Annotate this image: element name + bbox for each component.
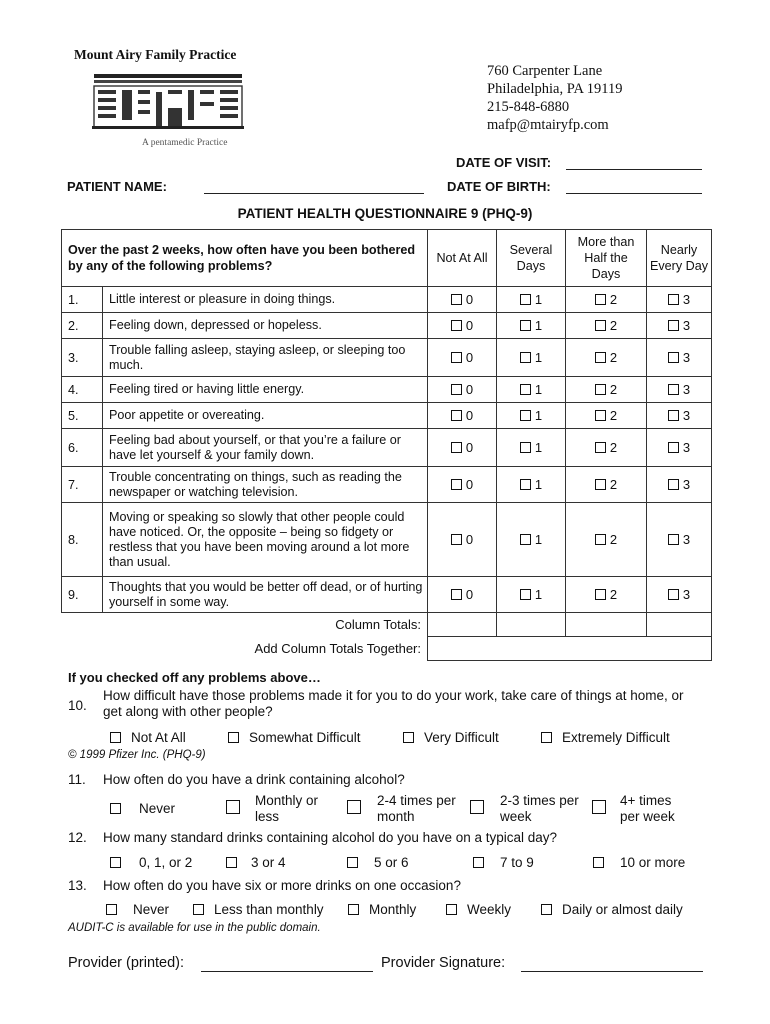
address-line-phone: 215-848-6880 bbox=[487, 99, 570, 115]
checkbox-icon[interactable] bbox=[451, 410, 462, 421]
item-number: 2. bbox=[62, 313, 103, 339]
q13-option-weekly[interactable]: Weekly bbox=[446, 902, 511, 917]
checkbox-icon[interactable] bbox=[193, 904, 204, 915]
table-row bbox=[62, 403, 712, 429]
q13-number: 13. bbox=[68, 878, 87, 893]
checkbox-icon[interactable] bbox=[520, 442, 531, 453]
table-row bbox=[62, 313, 712, 339]
checkbox-icon[interactable] bbox=[595, 534, 606, 545]
q10-option-not-at-all[interactable]: Not At All bbox=[110, 730, 186, 745]
item-number: 9. bbox=[62, 577, 103, 613]
checkbox-icon[interactable] bbox=[668, 294, 679, 305]
add-totals-label: Add Column Totals Together: bbox=[254, 641, 421, 656]
option-cell[interactable]: 1 bbox=[497, 503, 566, 577]
item-text: Trouble falling asleep, staying asleep, or sleeping too much. bbox=[103, 339, 428, 377]
grand-total-field[interactable] bbox=[428, 637, 712, 661]
checkbox-icon[interactable] bbox=[520, 294, 531, 305]
checkbox-icon[interactable] bbox=[347, 800, 361, 814]
option-cell[interactable]: 3 bbox=[647, 287, 712, 313]
practice-logo-building-icon bbox=[92, 68, 244, 132]
patient-name-label: PATIENT NAME: bbox=[67, 179, 167, 194]
column-totals-row bbox=[62, 613, 712, 637]
option-cell[interactable]: 2 bbox=[566, 313, 647, 339]
q13-option-daily[interactable]: Daily or almost daily bbox=[541, 902, 683, 917]
date-of-birth-label: DATE OF BIRTH: bbox=[447, 179, 551, 194]
item-text: Little interest or pleasure in doing things. bbox=[103, 287, 428, 313]
total-not-at-all-field[interactable] bbox=[428, 613, 497, 637]
option-cell[interactable]: 1 bbox=[497, 467, 566, 503]
practice-subtitle: A pentamedic Practice bbox=[142, 138, 228, 148]
checkbox-icon[interactable] bbox=[110, 732, 121, 743]
option-cell[interactable]: 0 bbox=[428, 577, 497, 613]
option-cell[interactable]: 2 bbox=[566, 287, 647, 313]
checkbox-icon[interactable] bbox=[403, 732, 414, 743]
date-of-visit-field[interactable] bbox=[566, 169, 702, 170]
checkbox-icon[interactable] bbox=[593, 857, 604, 868]
phq-table bbox=[61, 229, 712, 661]
option-cell[interactable]: 1 bbox=[497, 403, 566, 429]
checkbox-icon[interactable] bbox=[106, 904, 117, 915]
option-cell[interactable]: 3 bbox=[647, 313, 712, 339]
checkbox-icon[interactable] bbox=[668, 410, 679, 421]
option-cell[interactable]: 1 bbox=[497, 339, 566, 377]
practice-name: Mount Airy Family Practice bbox=[74, 47, 237, 62]
table-row bbox=[62, 429, 712, 467]
option-cell[interactable]: 3 bbox=[647, 577, 712, 613]
col-header-nearly-every-day: Nearly Every Day bbox=[647, 230, 712, 287]
option-cell[interactable]: 3 bbox=[647, 429, 712, 467]
phq-copyright: © 1999 Pfizer Inc. (PHQ-9) bbox=[68, 749, 206, 761]
option-cell[interactable]: 0 bbox=[428, 339, 497, 377]
option-cell[interactable]: 3 bbox=[647, 377, 712, 403]
address-block bbox=[487, 62, 622, 134]
q10-number: 10. bbox=[68, 698, 87, 713]
address-line-street: 760 Carpenter Lane bbox=[487, 63, 603, 79]
total-nearly-every-day-field[interactable] bbox=[647, 613, 712, 637]
checkbox-icon[interactable] bbox=[668, 384, 679, 395]
q12-option-10-more[interactable]: 10 or more bbox=[593, 855, 685, 870]
patient-name-field[interactable] bbox=[204, 193, 424, 194]
q13-option-monthly[interactable]: Monthly bbox=[348, 902, 416, 917]
checkbox-icon[interactable] bbox=[347, 857, 358, 868]
provider-printed-label: Provider (printed): bbox=[68, 955, 185, 971]
table-row bbox=[62, 503, 712, 577]
q12-number: 12. bbox=[68, 830, 87, 845]
col-header-several-days: Several Days bbox=[497, 230, 566, 287]
option-cell[interactable]: 1 bbox=[497, 313, 566, 339]
checkbox-icon[interactable] bbox=[595, 294, 606, 305]
col-header-not-at-all: Not At All bbox=[428, 230, 497, 287]
option-cell[interactable]: 2 bbox=[566, 339, 647, 377]
checkbox-icon[interactable] bbox=[110, 857, 121, 868]
option-cell[interactable]: 0 bbox=[428, 287, 497, 313]
checkbox-icon[interactable] bbox=[451, 479, 462, 490]
checkbox-icon[interactable] bbox=[520, 410, 531, 421]
option-cell[interactable]: 2 bbox=[566, 403, 647, 429]
item-number: 3. bbox=[62, 339, 103, 377]
option-cell[interactable]: 1 bbox=[497, 287, 566, 313]
checkbox-icon[interactable] bbox=[110, 803, 121, 814]
q12-text: How many standard drinks containing alcohol do you have on a typical day? bbox=[103, 830, 558, 845]
q11-text: How often do you have a drink containing alcohol? bbox=[103, 772, 405, 787]
checkbox-icon[interactable] bbox=[520, 479, 531, 490]
item-number: 7. bbox=[62, 467, 103, 503]
item-number: 1. bbox=[62, 287, 103, 313]
checkbox-icon[interactable] bbox=[451, 534, 462, 545]
option-cell[interactable]: 0 bbox=[428, 377, 497, 403]
checkbox-icon[interactable] bbox=[228, 732, 239, 743]
item-text: Feeling bad about yourself, or that you’re a failure or have let yourself & your family down. bbox=[103, 429, 428, 467]
item-number: 4. bbox=[62, 377, 103, 403]
address-line-city: Philadelphia, PA 19119 bbox=[487, 81, 623, 97]
column-totals-label: Column Totals: bbox=[335, 617, 421, 633]
checkbox-icon[interactable] bbox=[520, 384, 531, 395]
checkbox-icon[interactable] bbox=[541, 904, 552, 915]
checkbox-icon[interactable] bbox=[451, 294, 462, 305]
checkbox-icon[interactable] bbox=[520, 534, 531, 545]
checkbox-icon[interactable] bbox=[451, 589, 462, 600]
checkbox-icon[interactable] bbox=[668, 320, 679, 331]
checkbox-icon[interactable] bbox=[595, 410, 606, 421]
option-cell[interactable]: 2 bbox=[566, 503, 647, 577]
option-cell[interactable]: 2 bbox=[566, 377, 647, 403]
q12-option-5-6[interactable]: 5 or 6 bbox=[347, 855, 409, 870]
option-cell[interactable]: 0 bbox=[428, 467, 497, 503]
q13-option-never[interactable]: Never bbox=[106, 902, 169, 917]
checkbox-icon[interactable] bbox=[541, 732, 552, 743]
checkbox-icon[interactable] bbox=[451, 384, 462, 395]
followup-heading: If you checked off any problems above… bbox=[68, 670, 321, 685]
date-of-visit-label: DATE OF VISIT: bbox=[456, 155, 552, 170]
option-cell[interactable]: 3 bbox=[647, 403, 712, 429]
checkbox-icon[interactable] bbox=[668, 479, 679, 490]
provider-printed-field[interactable] bbox=[201, 971, 373, 972]
option-cell[interactable]: 1 bbox=[497, 429, 566, 467]
checkbox-icon[interactable] bbox=[595, 320, 606, 331]
item-text: Thoughts that you would be better off dead, or of hurting yourself in some way. bbox=[103, 577, 428, 613]
checkbox-icon[interactable] bbox=[668, 352, 679, 363]
table-row bbox=[62, 377, 712, 403]
add-totals-row bbox=[62, 637, 712, 661]
checkbox-icon[interactable] bbox=[520, 352, 531, 363]
option-cell[interactable]: 1 bbox=[497, 377, 566, 403]
option-cell[interactable]: 3 bbox=[647, 339, 712, 377]
option-cell[interactable]: 2 bbox=[566, 577, 647, 613]
checkbox-icon[interactable] bbox=[451, 352, 462, 363]
checkbox-icon[interactable] bbox=[226, 857, 237, 868]
item-number: 6. bbox=[62, 429, 103, 467]
q12-option-0-2[interactable]: 0, 1, or 2 bbox=[110, 855, 192, 870]
option-cell[interactable]: 3 bbox=[647, 503, 712, 577]
checkbox-icon[interactable] bbox=[470, 800, 484, 814]
q13-option-less-monthly[interactable]: Less than monthly bbox=[193, 902, 324, 917]
col-header-more-than-half: More than Half the Days bbox=[566, 230, 647, 287]
option-cell[interactable]: 0 bbox=[428, 429, 497, 467]
item-number: 8. bbox=[62, 503, 103, 577]
item-text: Poor appetite or overeating. bbox=[103, 403, 428, 429]
checkbox-icon[interactable] bbox=[668, 534, 679, 545]
checkbox-icon[interactable] bbox=[226, 800, 240, 814]
option-cell[interactable]: 0 bbox=[428, 503, 497, 577]
table-row bbox=[62, 339, 712, 377]
checkbox-icon[interactable] bbox=[595, 589, 606, 600]
checkbox-icon[interactable] bbox=[451, 442, 462, 453]
table-row bbox=[62, 577, 712, 613]
checkbox-icon[interactable] bbox=[595, 479, 606, 490]
provider-signature-field[interactable] bbox=[521, 971, 703, 972]
q10-option-very[interactable]: Very Difficult bbox=[403, 730, 499, 745]
checkbox-icon[interactable] bbox=[348, 904, 359, 915]
checkbox-icon[interactable] bbox=[592, 800, 606, 814]
q12-option-3-4[interactable]: 3 or 4 bbox=[226, 855, 286, 870]
checkbox-icon[interactable] bbox=[668, 589, 679, 600]
provider-signature-label: Provider Signature: bbox=[381, 955, 506, 971]
audit-note: AUDIT-C is available for use in the public domain. bbox=[68, 922, 321, 934]
q11-number: 11. bbox=[68, 772, 86, 787]
checkbox-icon[interactable] bbox=[446, 904, 457, 915]
checkbox-icon[interactable] bbox=[595, 352, 606, 363]
option-cell[interactable]: 1 bbox=[497, 577, 566, 613]
item-number: 5. bbox=[62, 403, 103, 429]
checkbox-icon[interactable] bbox=[595, 384, 606, 395]
table-row bbox=[62, 287, 712, 313]
phq-title: PATIENT HEALTH QUESTIONNAIRE 9 (PHQ-9) bbox=[237, 206, 533, 221]
option-cell[interactable]: 3 bbox=[647, 467, 712, 503]
option-cell[interactable]: 0 bbox=[428, 403, 497, 429]
checkbox-icon[interactable] bbox=[451, 320, 462, 331]
item-text: Feeling down, depressed or hopeless. bbox=[103, 313, 428, 339]
checkbox-icon[interactable] bbox=[473, 857, 484, 868]
address-line-email: mafp@mtairyfp.com bbox=[487, 117, 609, 133]
q12-option-7-9[interactable]: 7 to 9 bbox=[473, 855, 534, 870]
total-more-than-half-field[interactable] bbox=[566, 613, 647, 637]
checkbox-icon[interactable] bbox=[595, 442, 606, 453]
item-text: Moving or speaking so slowly that other people could have noticed. Or, the opposite – being so fidgety or restless that you have been moving around a lot more than usual. bbox=[103, 503, 428, 577]
option-cell[interactable]: 2 bbox=[566, 467, 647, 503]
checkbox-icon[interactable] bbox=[520, 320, 531, 331]
table-row bbox=[62, 467, 712, 503]
q11-option-never[interactable]: Never bbox=[110, 801, 175, 816]
item-text: Feeling tired or having little energy. bbox=[103, 377, 428, 403]
total-several-days-field[interactable] bbox=[497, 613, 566, 637]
q10-text: How difficult have those problems made it for you to do your work, take care of things at home, or get along with other people? bbox=[103, 688, 684, 719]
checkbox-icon[interactable] bbox=[668, 442, 679, 453]
option-cell[interactable]: 0 bbox=[428, 313, 497, 339]
date-of-birth-field[interactable] bbox=[566, 193, 702, 194]
q13-text: How often do you have six or more drinks on one occasion? bbox=[103, 878, 461, 893]
phq-prompt: Over the past 2 weeks, how often have you been bothered by any of the following problems? bbox=[62, 230, 428, 287]
q10-option-extremely[interactable]: Extremely Difficult bbox=[541, 730, 670, 745]
checkbox-icon[interactable] bbox=[520, 589, 531, 600]
q10-option-somewhat[interactable]: Somewhat Difficult bbox=[228, 730, 361, 745]
item-text: Trouble concentrating on things, such as reading the newspaper or watching television. bbox=[103, 467, 428, 503]
option-cell[interactable]: 2 bbox=[566, 429, 647, 467]
